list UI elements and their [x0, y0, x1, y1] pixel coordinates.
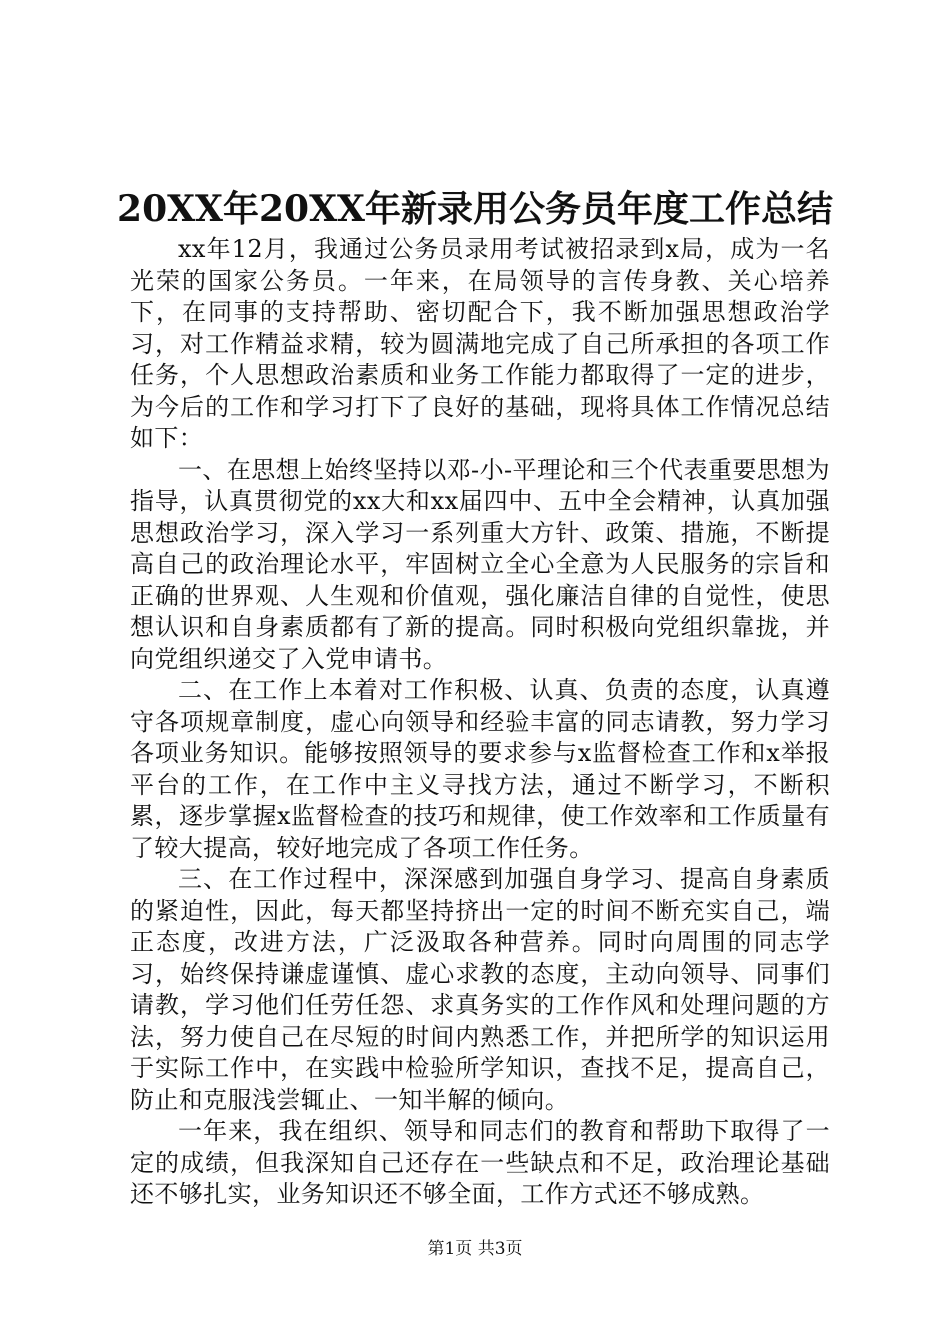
document-body	[130, 234, 830, 1211]
paragraph-study: 三、在工作过程中，深深感到加强自身学习、提高自身素质的紧迫性，因此，每天都坚持挤出一定的时间不断充实自己，端正态度，改进方法，广泛汲取各种营养。同时向周围的同志学习，始终保持谦虚谨慎、虚心求教的态度，主动向领导、同事们请教，学习他们任劳任怨、求真务实的工作作风和处理问题的方法，努力使自己在尽短的时间内熟悉工作，并把所学的知识运用于实际工作中，在实践中检验所学知识，查找不足，提高自己，防止和克服浅尝辄止、一知半解的倾向。	[130, 865, 830, 1114]
page-number: 第1页 共3页	[427, 1239, 523, 1259]
paragraph-work: 二、在工作上本着对工作积极、认真、负责的态度，认真遵守各项规章制度，虚心向领导和经验丰富的同志请教，努力学习各项业务知识。能够按照领导的要求参与x监督检查工作和x举报平台的工作，在工作中主义寻找方法，通过不断学习，不断积累，逐步掌握x监督检查的技巧和规律，使工作效率和工作质量有了较大提高，较好地完成了各项工作任务。	[130, 676, 830, 862]
document-title: 20XX年20XX年新录用公务员年度工作总结	[117, 188, 833, 230]
paragraph-intro: xx年12月，我通过公务员录用考试被招录到x局，成为一名光荣的国家公务员。一年来，在局领导的言传身教、关心培养下，在同事的支持帮助、密切配合下，我不断加强思想政治学习，对工作精益求精，较为圆满地完成了自己所承担的各项工作任务，个人思想政治素质和业务工作能力都取得了一定的进步，为今后的工作和学习打下了良好的基础，现将具体工作情况总结如下：	[130, 235, 830, 452]
paragraph-ideology: 一、在思想上始终坚持以邓-小-平理论和三个代表重要思想为指导，认真贯彻党的xx大和xx届四中、五中全会精神，认真加强思想政治学习，深入学习一系列重大方针、政策、措施，不断提高自己的政治理论水平，牢固树立全心全意为人民服务的宗旨和正确的世界观、人生观和价值观，强化廉洁自律的自觉性，使思想认识和自身素质都有了新的提高。同时积极向党组织靠拢，并向党组织递交了入党申请书。	[130, 455, 830, 673]
paragraph-summary: 一年来，我在组织、领导和同志们的教育和帮助下取得了一定的成绩，但我深知自己还存在一些缺点和不足，政治理论基础还不够扎实，业务知识还不够全面，工作方式还不够成熟。	[130, 1117, 830, 1208]
